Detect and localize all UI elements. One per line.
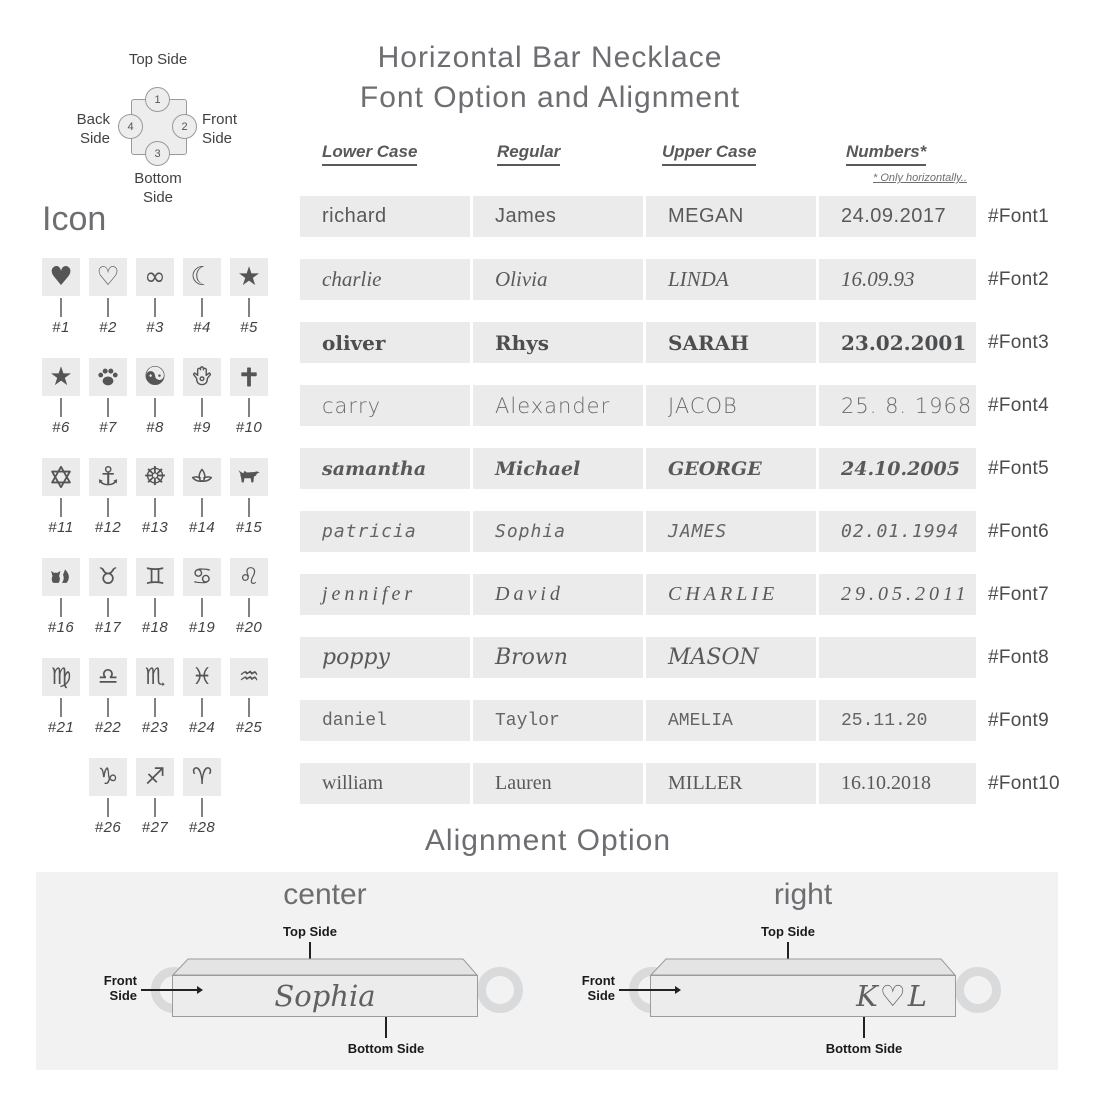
icon-item-13 (136, 458, 174, 536)
font-cell-numbers: 16.10.2018 (819, 763, 976, 804)
font-cell-numbers: 29.05.2011 (819, 574, 976, 615)
zodiac-aries-icon: ♈ (183, 758, 221, 796)
necklace-ring-right (955, 967, 1001, 1013)
font-cell-regular: Brown (473, 637, 643, 678)
hamsa-hand-icon (183, 358, 221, 396)
icon-number: #8 (146, 419, 164, 436)
col-header-lower-case: Lower Case (322, 142, 417, 166)
font-cell-numbers: 25. 8. 1968 (819, 385, 976, 426)
font-cell-numbers: 25.11.20 (819, 700, 976, 741)
icon-item-21 (42, 658, 80, 736)
heart-outline-icon: ♡ (89, 258, 127, 296)
icon-stem (248, 598, 250, 617)
icon-item-19 (183, 558, 221, 636)
bottom-side-label: Bottom Side (825, 1041, 903, 1056)
font-label: #Font5 (988, 457, 1049, 479)
icon-item-18 (136, 558, 174, 636)
font-cell-upper: GEORGE (646, 448, 816, 489)
icon-stem (60, 698, 62, 717)
bottom-side-label: Bottom Side (134, 170, 182, 206)
icon-number: #12 (94, 519, 122, 536)
icon-number: #23 (141, 719, 169, 736)
icon-stem (154, 398, 156, 417)
icon-item-16 (42, 558, 80, 636)
back-side-label: Back Side (76, 111, 110, 147)
page-title (250, 38, 850, 118)
icon-item-3 (136, 258, 174, 336)
front-side-label: Front Side (581, 973, 615, 1003)
icon-item-17 (89, 558, 127, 636)
icon-section-heading: Icon (42, 200, 107, 238)
top-side-label: Top Side (128, 51, 188, 68)
page-title-line2: Font Option and Alignment (359, 81, 741, 114)
font-cell-lower: daniel (300, 700, 470, 741)
zodiac-virgo-icon: ♍ (42, 658, 80, 696)
font-row-5 (300, 448, 1049, 489)
icon-stem (248, 698, 250, 717)
front-side-label: Front Side (103, 973, 137, 1003)
top-side-label: Top Side (283, 924, 337, 939)
icon-number: #18 (141, 619, 169, 636)
font-row-1 (300, 196, 1049, 237)
font-label: #Font3 (988, 331, 1049, 353)
crescent-moon-icon: ☾ (183, 258, 221, 296)
yin-yang-icon: ☯ (136, 358, 174, 396)
icon-number: #5 (240, 319, 258, 336)
icon-number: #26 (94, 819, 122, 836)
font-cell-numbers: 24.09.2017 (819, 196, 976, 237)
font-cell-numbers: 02.01.1994 (819, 511, 976, 552)
icon-stem (107, 298, 109, 317)
icon-stem (60, 598, 62, 617)
icon-number: #17 (94, 619, 122, 636)
heart-filled-icon: ♥ (42, 258, 80, 296)
cat-icon (42, 558, 80, 596)
option-name: center (283, 878, 367, 911)
bar-top-face (650, 958, 956, 976)
font-cell-upper: SARAH (646, 322, 816, 363)
zodiac-cancer-icon: ♋ (183, 558, 221, 596)
icon-number: #27 (141, 819, 169, 836)
front-side-label: Front Side (202, 111, 238, 147)
font-row-4 (300, 385, 1049, 426)
font-cell-upper: CHARLIE (646, 574, 816, 615)
side-marker-top: 1 (145, 87, 170, 112)
option-name: right (773, 878, 833, 911)
icon-number: #22 (94, 719, 122, 736)
zodiac-sagittarius-icon: ♐ (136, 758, 174, 796)
icon-item-7 (89, 358, 127, 436)
icon-number: #11 (48, 519, 74, 536)
font-cell-lower: jennifer (300, 574, 470, 615)
font-cell-upper: MEGAN (646, 196, 816, 237)
icon-stem (107, 498, 109, 517)
font-cell-numbers: 16.09.93 (819, 259, 976, 300)
icon-item-14 (183, 458, 221, 536)
font-cell-upper: MILLER (646, 763, 816, 804)
bottom-side-label: Bottom Side (347, 1041, 425, 1056)
icon-item-12 (89, 458, 127, 536)
icon-item-28 (183, 758, 221, 836)
star-filled-icon: ★ (230, 258, 268, 296)
font-row-7 (300, 574, 1049, 615)
zodiac-scorpio-icon: ♏ (136, 658, 174, 696)
side-marker-back: 4 (118, 114, 143, 139)
font-cell-regular: Lauren (473, 763, 643, 804)
font-row-10 (300, 763, 1060, 804)
font-row-2 (300, 259, 1049, 300)
font-cell-lower: samantha (300, 448, 470, 489)
font-cell-upper: JAMES (646, 511, 816, 552)
zodiac-leo-icon: ♌ (230, 558, 268, 596)
font-cell-lower: william (300, 763, 470, 804)
lotus-icon (183, 458, 221, 496)
icon-stem (248, 398, 250, 417)
font-cell-lower: oliver (300, 322, 470, 363)
icon-number: #24 (188, 719, 216, 736)
font-cell-lower: patricia (300, 511, 470, 552)
ship-wheel-icon: ☸ (136, 458, 174, 496)
icon-number: #19 (188, 619, 216, 636)
col-header-numbers: Numbers* (846, 142, 926, 166)
icon-number: #16 (47, 619, 75, 636)
font-cell-regular: Michael (473, 448, 643, 489)
font-label: #Font1 (988, 205, 1049, 227)
icon-stem (60, 498, 62, 517)
font-cell-regular: Rhys (473, 322, 643, 363)
icon-number: #25 (235, 719, 263, 736)
font-cell-lower: richard (300, 196, 470, 237)
front-side-arrowhead (675, 986, 681, 994)
dog-icon (230, 458, 268, 496)
icon-number: #9 (193, 419, 211, 436)
icon-item-22 (89, 658, 127, 736)
icon-stem (154, 298, 156, 317)
icon-stem (248, 298, 250, 317)
font-row-9 (300, 700, 1049, 741)
icon-stem (154, 698, 156, 717)
icon-number: #28 (188, 819, 216, 836)
necklace-ring-right (477, 967, 523, 1013)
font-cell-lower: charlie (300, 259, 470, 300)
top-side-label: Top Side (761, 924, 815, 939)
font-cell-regular: David (473, 574, 643, 615)
icon-number: #3 (146, 319, 164, 336)
anchor-icon: ⚓ (89, 458, 127, 496)
paw-print-icon (89, 358, 127, 396)
font-cell-upper: LINDA (646, 259, 816, 300)
icon-stem (107, 798, 109, 817)
icon-grid (42, 258, 268, 836)
font-cell-numbers (819, 637, 976, 678)
zodiac-pisces-icon: ♓ (183, 658, 221, 696)
page-title-line1: Horizontal Bar Necklace (377, 41, 723, 74)
icon-stem (201, 598, 203, 617)
icon-stem (154, 598, 156, 617)
icon-stem (60, 298, 62, 317)
icon-item-25 (230, 658, 268, 736)
font-cell-regular: James (473, 196, 643, 237)
icon-number: #10 (235, 419, 263, 436)
icon-stem (201, 298, 203, 317)
icon-item-15 (230, 458, 268, 536)
icon-number: #13 (141, 519, 169, 536)
font-cell-upper: AMELIA (646, 700, 816, 741)
front-side-arrowhead (197, 986, 203, 994)
icon-stem (201, 798, 203, 817)
font-cell-lower: poppy (300, 637, 470, 678)
font-label: #Font2 (988, 268, 1049, 290)
zodiac-libra-icon: ♎ (89, 658, 127, 696)
font-label: #Font8 (988, 646, 1049, 668)
bar-top-face (172, 958, 478, 976)
engraving-text: K♡L (856, 979, 929, 1013)
icon-item-4 (183, 258, 221, 336)
font-label: #Font4 (988, 394, 1049, 416)
icon-number: #15 (235, 519, 263, 536)
icon-stem (60, 398, 62, 417)
icon-number: #2 (99, 319, 117, 336)
icon-item-20 (230, 558, 268, 636)
zodiac-gemini-icon: ♊ (136, 558, 174, 596)
font-cell-regular: Sophia (473, 511, 643, 552)
infinity-icon: ∞ (136, 258, 174, 296)
font-cell-regular: Alexander (473, 385, 643, 426)
icon-item-27 (136, 758, 174, 836)
icon-item-1 (42, 258, 80, 336)
icon-number: #20 (235, 619, 263, 636)
icon-stem (154, 798, 156, 817)
font-cell-numbers: 24.10.2005 (819, 448, 976, 489)
zodiac-aquarius-icon: ♒ (230, 658, 268, 696)
front-side-pointer (619, 989, 676, 991)
numbers-note: * Only horizontally.. (873, 172, 967, 184)
font-cell-numbers: 23.02.2001 (819, 322, 976, 363)
engraving-text: Sophia (274, 979, 376, 1013)
font-row-3 (300, 322, 1049, 363)
icon-item-9 (183, 358, 221, 436)
alignment-heading: Alignment Option (424, 824, 672, 857)
icon-number: #1 (52, 319, 70, 336)
front-side-pointer (141, 989, 198, 991)
font-label: #Font7 (988, 583, 1049, 605)
icon-item-2 (89, 258, 127, 336)
cross-icon (230, 358, 268, 396)
font-label: #Font9 (988, 709, 1049, 731)
font-cell-lower: carry (300, 385, 470, 426)
icon-number: #4 (193, 319, 211, 336)
side-marker-bottom: 3 (145, 141, 170, 166)
font-cell-upper: MASON (646, 637, 816, 678)
font-label: #Font10 (988, 772, 1060, 794)
bottom-side-pointer (863, 1017, 865, 1038)
star-of-david-icon (42, 458, 80, 496)
icon-item-11 (42, 458, 80, 536)
font-cell-regular: Olivia (473, 259, 643, 300)
side-marker-front: 2 (172, 114, 197, 139)
icon-stem (107, 398, 109, 417)
icon-stem (154, 498, 156, 517)
icon-stem (201, 698, 203, 717)
icon-item-5 (230, 258, 268, 336)
icon-item-8 (136, 358, 174, 436)
col-header-upper-case: Upper Case (662, 142, 756, 166)
icon-number: #14 (188, 519, 216, 536)
icon-item-10 (230, 358, 268, 436)
icon-item-26 (89, 758, 127, 836)
bottom-side-pointer (385, 1017, 387, 1038)
icon-stem (107, 598, 109, 617)
font-row-8 (300, 637, 1049, 678)
icon-item-6 (42, 358, 80, 436)
icon-stem (107, 698, 109, 717)
icon-number: #7 (99, 419, 117, 436)
icon-stem (201, 498, 203, 517)
icon-stem (201, 398, 203, 417)
bar-front-face (650, 975, 956, 1017)
icon-item-23 (136, 658, 174, 736)
col-header-regular: Regular (497, 142, 560, 166)
font-cell-regular: Taylor (473, 700, 643, 741)
font-cell-upper: JACOB (646, 385, 816, 426)
font-row-6 (300, 511, 1049, 552)
zodiac-taurus-icon: ♉ (89, 558, 127, 596)
bar-front-face (172, 975, 478, 1017)
icon-stem (248, 498, 250, 517)
icon-number: #6 (52, 419, 70, 436)
star-filled-icon: ★ (42, 358, 80, 396)
icon-item-24 (183, 658, 221, 736)
icon-number: #21 (47, 719, 75, 736)
font-label: #Font6 (988, 520, 1049, 542)
zodiac-capricorn-icon: ♑ (89, 758, 127, 796)
